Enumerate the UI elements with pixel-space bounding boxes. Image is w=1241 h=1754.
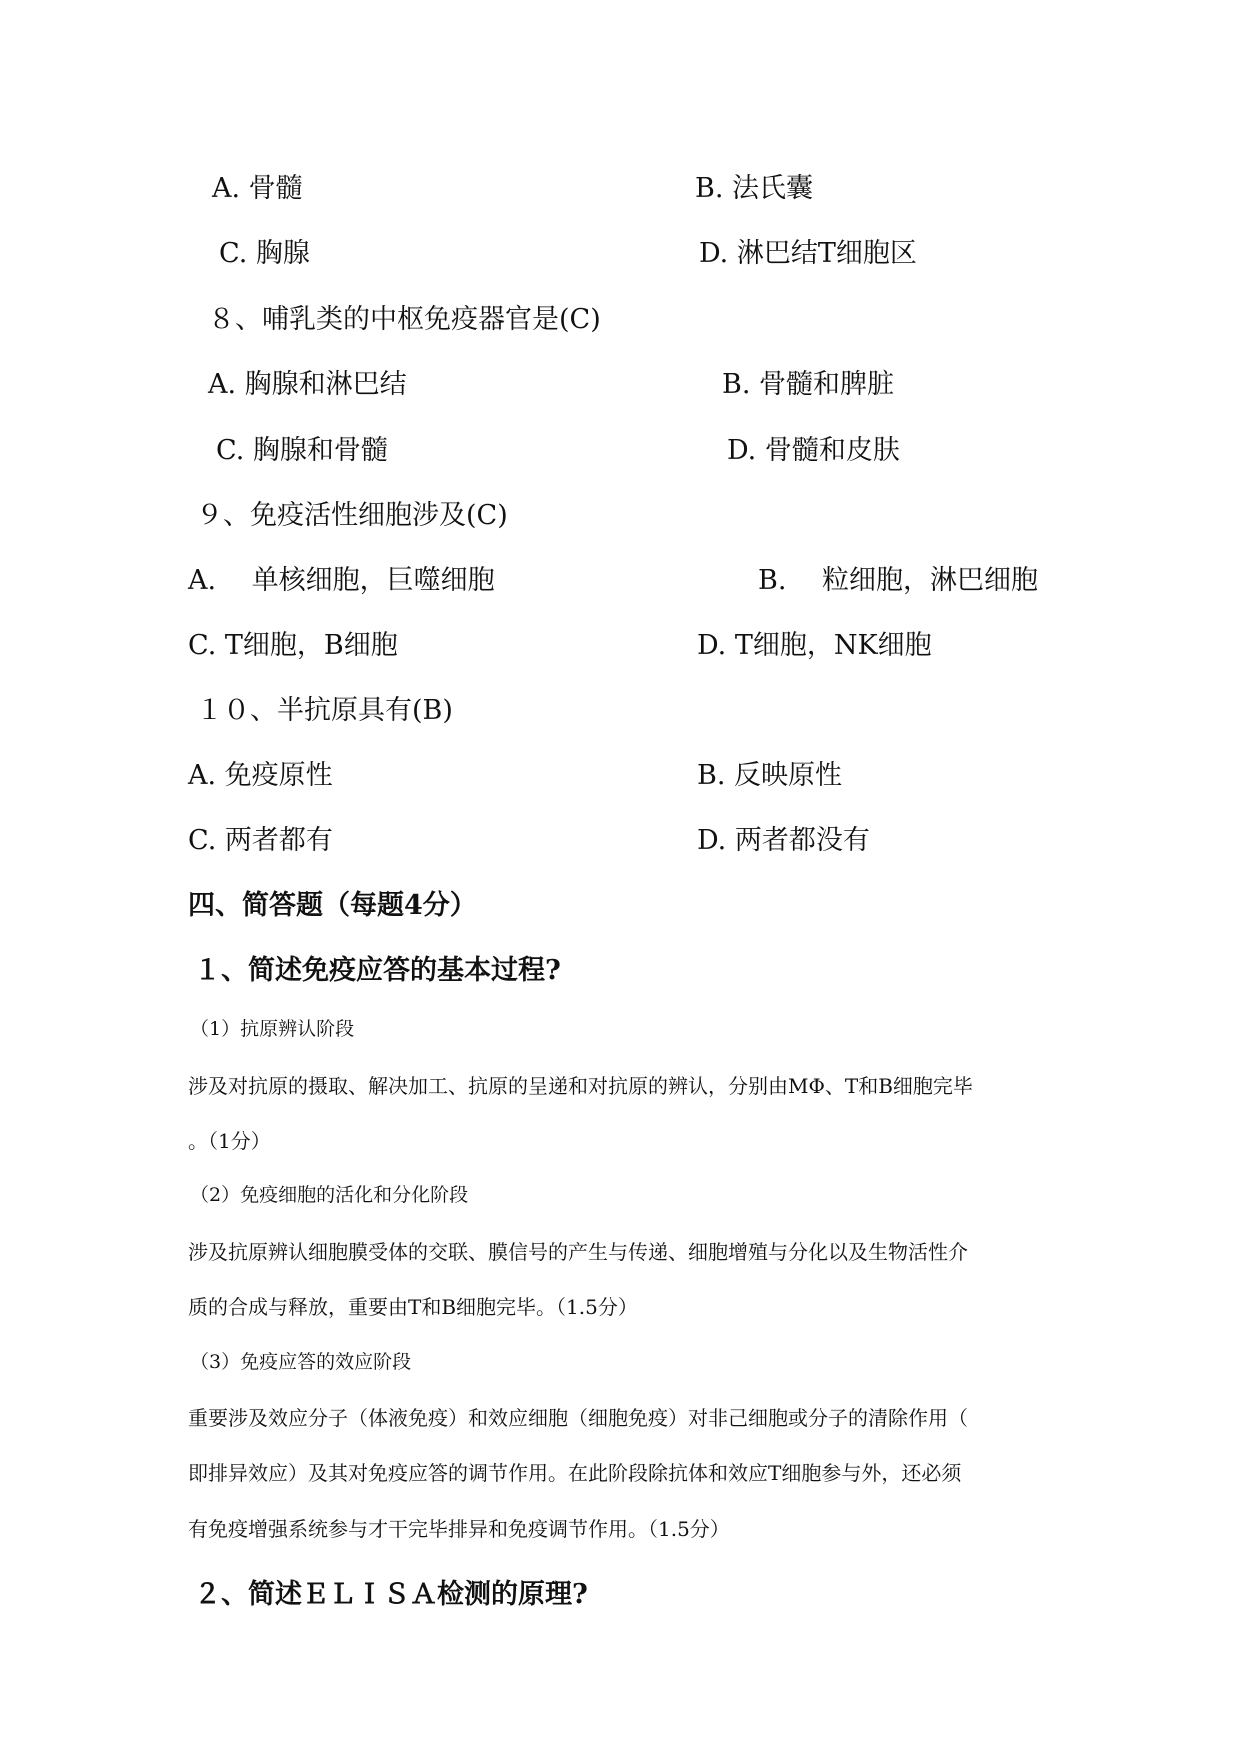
q9-option-c: C. T细胞，B细胞 [188, 630, 398, 661]
q8-option-b: B. 骨髓和脾脏 [722, 369, 895, 400]
sa1-part2-line2: 质的合成与释放，重要由T和B细胞完毕。（1.5分） [188, 1295, 638, 1319]
q10-option-c: C. 两者都有 [188, 825, 333, 856]
q10-option-a: A. 免疫原性 [188, 760, 333, 791]
q7-option-a: A. 骨髓 [212, 173, 303, 204]
q7-option-b: B. 法氏囊 [695, 173, 814, 204]
q8-option-a: A. 胸腺和淋巴结 [208, 369, 407, 400]
q10-option-d: D. 两者都没有 [697, 825, 870, 856]
q9-question: ９、免疫活性细胞涉及(C) [196, 500, 508, 531]
q10-option-b: B. 反映原性 [697, 760, 843, 791]
q9-option-b: B. 粒细胞，淋巴细胞 [758, 565, 1039, 596]
q7-option-c: C. 胸腺 [219, 238, 310, 269]
q10-question: １０、半抗原具有(B) [196, 695, 453, 726]
sa1-part1-line2: 。（1分） [188, 1129, 271, 1153]
sa1-part2-title: （2）免疫细胞的活化和分化阶段 [190, 1184, 469, 1206]
sa1-part1-line1: 涉及对抗原的摄取、解决加工、抗原的呈递和对抗原的辨认，分别由MΦ、T和B细胞完毕 [188, 1074, 973, 1098]
sa1-part1-title: （1）抗原辨认阶段 [190, 1018, 355, 1040]
sa2-question: ２、简述ＥＬＩＳＡ检测的原理? [194, 1579, 588, 1610]
section-heading: 四、简答题（每题4分） [188, 890, 477, 921]
sa1-part3-line3: 有免疫增强系统参与才干完毕排异和免疫调节作用。（1.5分） [188, 1517, 730, 1541]
q8-option-c: C. 胸腺和骨髓 [216, 435, 388, 466]
q9-option-a: A. 单核细胞，巨噬细胞 [188, 565, 495, 596]
sa1-part3-title: （3）免疫应答的效应阶段 [190, 1351, 412, 1373]
q8-option-d: D. 骨髓和皮肤 [727, 435, 900, 466]
sa1-part3-line1: 重要涉及效应分子（体液免疫）和效应细胞（细胞免疫）对非己细胞或分子的清除作用（ [188, 1406, 968, 1430]
sa1-part3-line2: 即排异效应）及其对免疫应答的调节作用。在此阶段除抗体和效应T细胞参与外，还必须 [188, 1461, 962, 1485]
sa1-question: １、简述免疫应答的基本过程? [194, 955, 561, 986]
q9-option-d: D. T细胞，NK细胞 [697, 630, 932, 661]
q7-option-d: D. 淋巴结T细胞区 [699, 238, 917, 269]
q8-question: ８、哺乳类的中枢免疫器官是(C) [208, 304, 601, 335]
sa1-part2-line1: 涉及抗原辨认细胞膜受体的交联、膜信号的产生与传递、细胞增殖与分化以及生物活性介 [188, 1240, 968, 1264]
